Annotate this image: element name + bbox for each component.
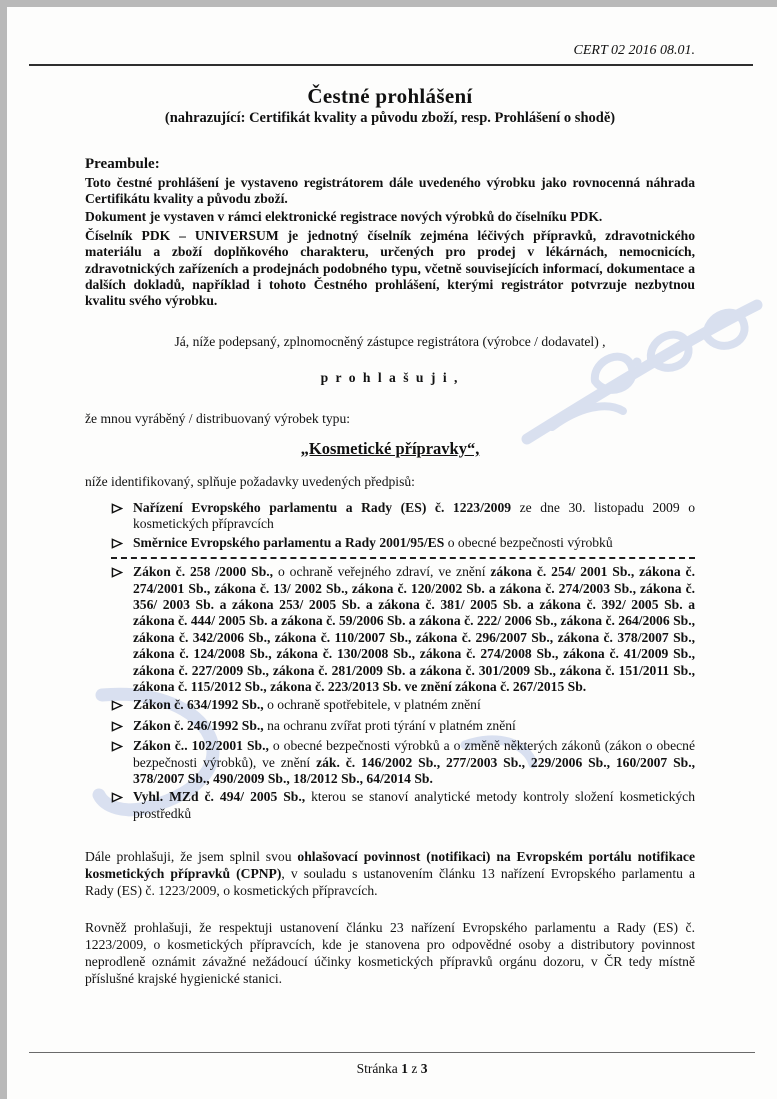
preambule-paragraph: Toto čestné prohlášení je vystaveno registrátorem dále uvedeného výrobku jako rovnocenná náhrada Certifikátu kvality a původu zboží. — [85, 174, 695, 207]
preambule-heading: Preambule: — [85, 156, 160, 173]
law-item — [85, 535, 695, 553]
arrowhead-bullet-icon — [111, 718, 133, 736]
closing-paragraph: Rovněž prohlašuji, že respektuji ustanovení článku 23 nařízení Evropského parlamentu a Rady (ES) č. 1223/2009, o kosmetických přípravcích, kde je stanovena pro odpovědné osoby a distributory povinnost neprodleně oznámit závažné nežádoucí účinky kosmetických přípravků orgánu dozoru, v ČR tedy místně příslušné krajské hygienické stanici. — [85, 920, 695, 987]
product-name: „Kosmetické přípravky“, — [300, 439, 480, 459]
law-item — [85, 564, 695, 695]
law-list — [85, 500, 695, 822]
dashed-divider — [111, 557, 695, 559]
header-rule — [29, 64, 753, 66]
arrowhead-bullet-icon — [111, 535, 133, 553]
law-text: Zákon č. 246/1992 Sb., na ochranu zvířat proti týrání v platném znění — [133, 717, 516, 733]
law-item — [85, 738, 695, 787]
requirements-intro: níže identifikovaný, splňuje požadavky uvedených předpisů: — [85, 473, 415, 489]
declarer-line: Já, níže podepsaný, zplnomocněný zástupce registrátora (výrobce / dodavatel) , — [174, 333, 606, 349]
arrowhead-bullet-icon — [111, 738, 133, 787]
law-item — [85, 697, 695, 715]
law-item — [85, 500, 695, 533]
law-text: Směrnice Evropského parlamentu a Rady 2001/95/ES o obecné bezpečnosti výrobků — [133, 534, 613, 550]
arrowhead-bullet-icon — [111, 564, 133, 695]
arrowhead-bullet-icon — [111, 500, 133, 533]
law-text: Zákon č.. 102/2001 Sb., o obecné bezpečnosti výrobků a o změně některých zákonů (zákon o obecné bezpečnosti výrobků), ve znění zák. č. 146/2002 Sb., 277/2003 Sb., 229/2006 Sb., 160/2007 Sb., 378/2007 Sb., 490/2009 Sb., 18/2012 Sb., 64/2014 Sb. — [133, 738, 695, 786]
law-text: Vyhl. MZd č. 494/ 2005 Sb., kterou se stanoví analytické metody kontroly složení kosmetických prostředků — [133, 789, 695, 821]
product-type-intro: že mnou vyráběný / distribuovaný výrobek typu: — [85, 410, 351, 426]
law-text: Zákon č. 634/1992 Sb., o ochraně spotřebitele, v platném znění — [133, 697, 481, 713]
arrowhead-bullet-icon — [111, 789, 133, 822]
law-item — [85, 718, 695, 736]
doc-code: CERT 02 2016 08.01. — [573, 43, 695, 58]
closing-paragraph: Dále prohlašuji, že jsem splnil svou ohlašovací povinnost (notifikaci) na Evropském portálu notifikace kosmetických přípravků (CPNP), v souladu s ustanovením článku 13 nařízení Evropského parlamentu a Rady (ES) č. 1223/2009, o kosmetických přípravcích. — [85, 849, 695, 899]
law-text: Zákon č. 258 /2000 Sb., o ochraně veřejného zdraví, ve znění zákona č. 254/ 2001 Sb., zákona č. 274/2001 Sb., zákona č. 13/ 2002 Sb., zákona č. 120/2002 Sb. a zákona č. 274/2003 Sb., zákona č. 356/ 2003 Sb. a zákona 253/ 2005 Sb. a zákona č. 381/ 2005 Sb. a zákona č. 392/ 2005 Sb. a zákona č. 444/ 2005 Sb. a zákona č. 59/2006 Sb. a zákona č. 222/ 2006 Sb., zákona č. 264/2006 Sb., zákona č. 342/2006 Sb., zákona č. 110/2007 Sb., zákona č. 296/2007 Sb., zákona č. 378/2007 Sb., zákona č. 124/2008 Sb., zákona č. 130/2008 Sb., zákona č. 274/2008 Sb., zákona č. 41/2009 Sb., zákona č. 227/2009 Sb., zákona č. 281/2009 Sb. a zákona č. 301/2009 Sb., zákona č. 151/2011 Sb., zákona č. 115/2012 Sb., zákona č. 223/2013 Sb. ve znění zákona č. 267/2015 Sb. — [133, 564, 695, 694]
footer-rule — [29, 1052, 755, 1053]
preambule-paragraph: Dokument je vystaven v rámci elektronické registrace nových výrobků do číselníku PDK. — [85, 209, 603, 225]
law-text: Nařízení Evropského parlamentu a Rady (ES) č. 1223/2009 ze dne 30. listopadu 2009 o kosmetických přípravcích — [133, 499, 696, 532]
arrowhead-bullet-icon — [111, 697, 133, 715]
declaration-word: p r o h l a š u j i , — [320, 370, 460, 386]
page-footer: Stránka 1 z 3 — [356, 1061, 428, 1076]
page-subtitle: (nahrazující: Certifikát kvality a původu zboží, resp. Prohlášení o shodě) — [164, 109, 616, 126]
document-page — [7, 7, 777, 1099]
law-item — [85, 789, 695, 822]
preambule-paragraph: Číselník PDK – UNIVERSUM je jednotný číselník zejména léčivých přípravků, zdravotnického materiálu a zboží doplňkového charakteru, určených pro prodej v lékárnách, nemocnicích, zdravotnických zařízeních a prodejnách podobného typu, včetně souvisejících informací, dokumentace a dalších dokladů, například i tohoto Čestného prohlášení, kterými registrátor potvrzuje nezbytnou kvalitu svého výrobku. — [85, 227, 695, 309]
page-title: Čestné prohlášení — [307, 84, 473, 109]
